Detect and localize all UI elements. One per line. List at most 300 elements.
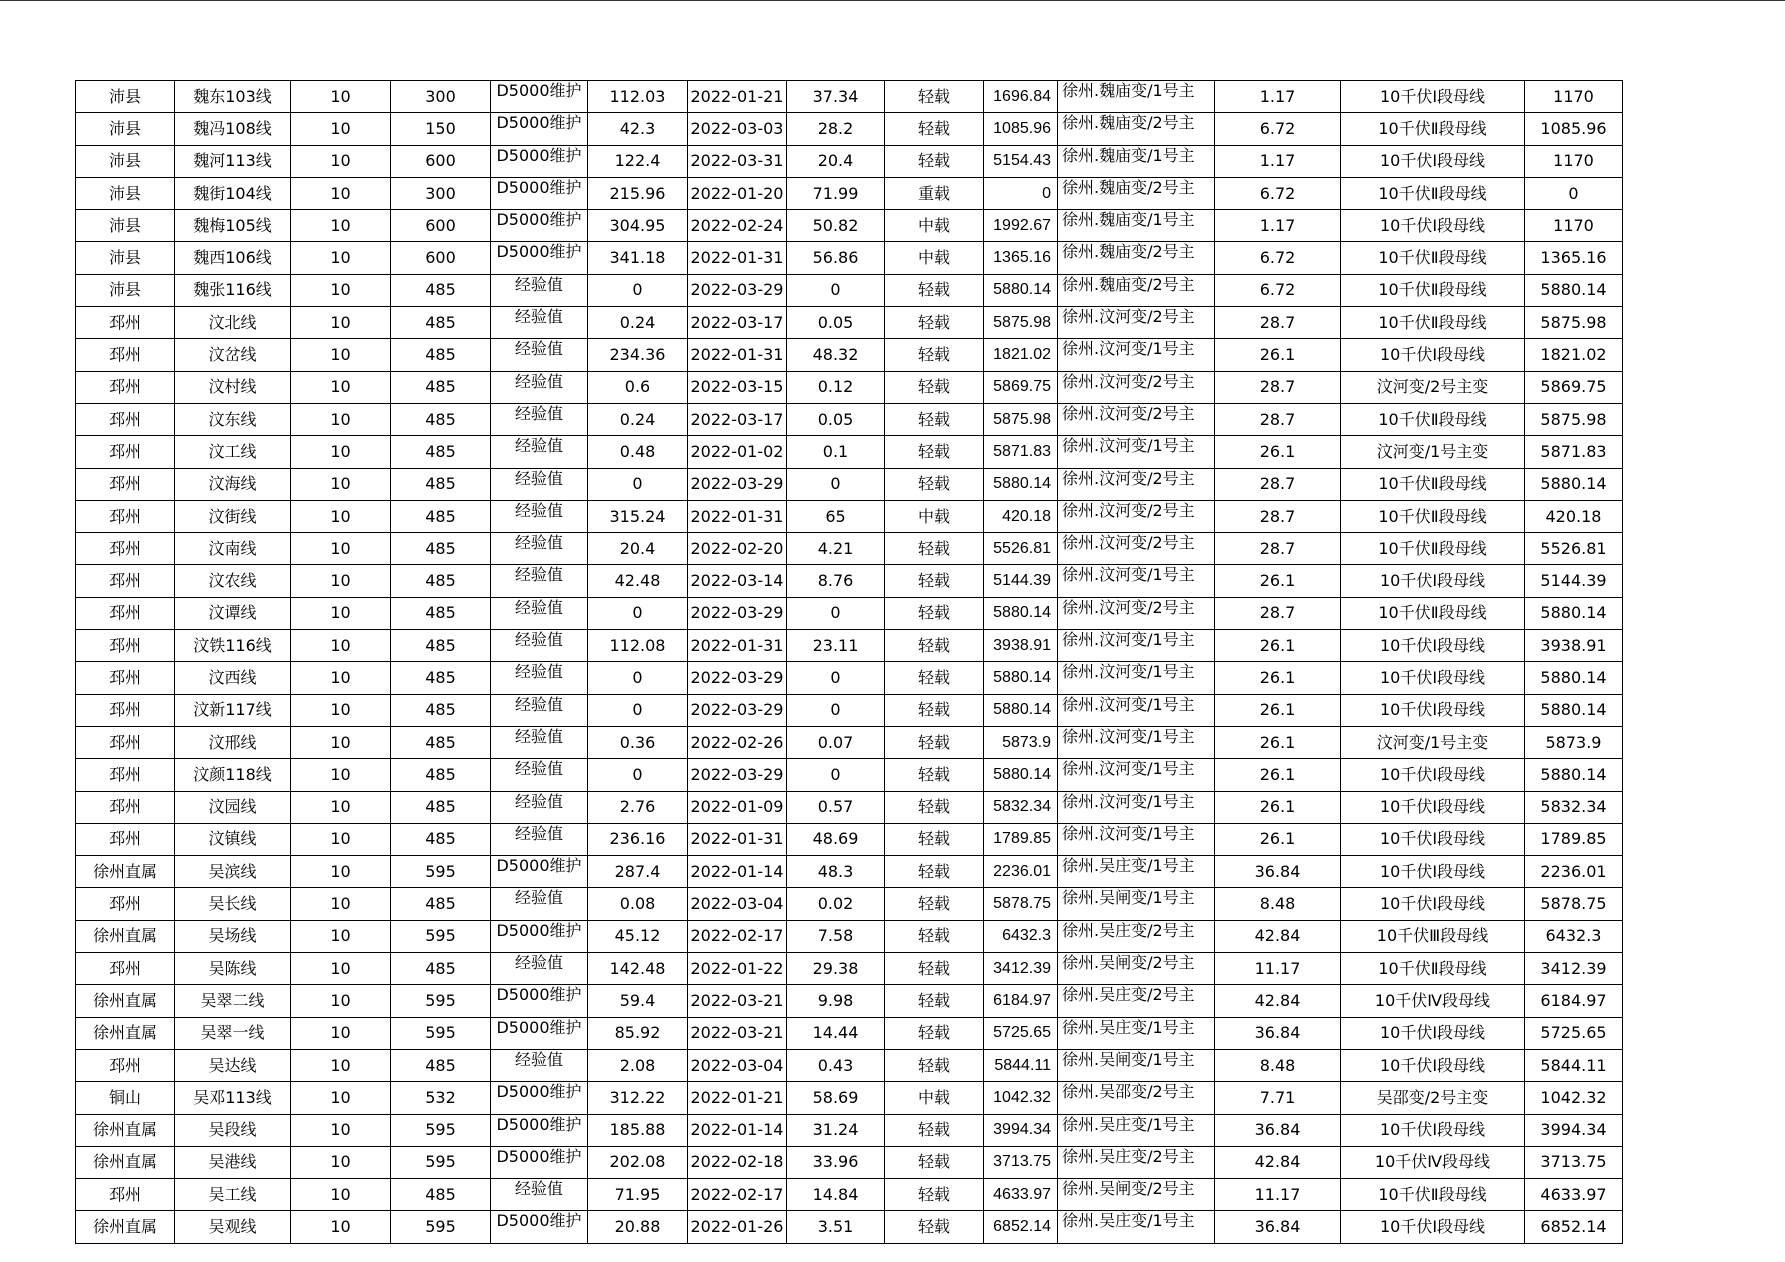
source-cell: D5000维护 — [491, 1082, 588, 1114]
transformer-cell: 徐州.魏庙变/1号主 — [1058, 145, 1215, 177]
load-status-cell: 轻载 — [885, 1179, 984, 1211]
date-cell: 2022-01-02 — [688, 436, 787, 468]
transformer-rate-cell: 1.17 — [1215, 210, 1341, 242]
voltage-cell: 10 — [291, 759, 391, 791]
bus-cell: 10千伏Ⅰ段母线 — [1341, 759, 1525, 791]
load-status-cell: 中载 — [885, 210, 984, 242]
available-cell: 5880.14 — [984, 597, 1058, 629]
load-cell: 0.24 — [588, 403, 688, 435]
line-name-cell: 魏街104线 — [175, 177, 291, 209]
capacity-cell: 485 — [391, 468, 491, 500]
date-cell: 2022-01-22 — [688, 953, 787, 985]
line-name-cell: 吴长线 — [175, 888, 291, 920]
county-cell: 邳州 — [76, 1179, 175, 1211]
transformer-rate-cell: 26.1 — [1215, 791, 1341, 823]
date-cell: 2022-03-29 — [688, 662, 787, 694]
available-cell: 5725.65 — [984, 1017, 1058, 1049]
bus-cell: 10千伏Ⅱ段母线 — [1341, 1179, 1525, 1211]
bus-cell: 10千伏Ⅰ段母线 — [1341, 1114, 1525, 1146]
load-rate-cell: 65 — [787, 500, 885, 532]
load-status-cell: 轻载 — [885, 1146, 984, 1178]
load-status-cell: 轻载 — [885, 953, 984, 985]
load-status-cell: 中载 — [885, 500, 984, 532]
load-rate-cell: 0.05 — [787, 403, 885, 435]
voltage-cell: 10 — [291, 630, 391, 662]
county-cell: 邳州 — [76, 1049, 175, 1081]
line-available-cell: 3994.34 — [1525, 1114, 1623, 1146]
table-row — [76, 823, 1623, 855]
available-cell: 5880.14 — [984, 662, 1058, 694]
capacity-cell: 300 — [391, 81, 491, 113]
load-status-cell: 轻载 — [885, 888, 984, 920]
voltage-cell: 10 — [291, 662, 391, 694]
transformer-rate-cell: 6.72 — [1215, 242, 1341, 274]
load-status-cell: 轻载 — [885, 985, 984, 1017]
transformer-cell: 徐州.汶河变/2号主 — [1058, 468, 1215, 500]
load-status-cell: 中载 — [885, 1082, 984, 1114]
date-cell: 2022-03-03 — [688, 113, 787, 145]
date-cell: 2022-03-29 — [688, 274, 787, 306]
capacity-cell: 485 — [391, 888, 491, 920]
capacity-cell: 485 — [391, 791, 491, 823]
source-cell: 经验值 — [491, 533, 588, 565]
county-cell: 邳州 — [76, 403, 175, 435]
available-cell: 2236.01 — [984, 856, 1058, 888]
line-name-cell: 汶西线 — [175, 662, 291, 694]
date-cell: 2022-01-14 — [688, 1114, 787, 1146]
transformer-rate-cell: 42.84 — [1215, 985, 1341, 1017]
source-cell: 经验值 — [491, 500, 588, 532]
source-cell: 经验值 — [491, 662, 588, 694]
county-cell: 徐州直属 — [76, 1017, 175, 1049]
transformer-rate-cell: 26.1 — [1215, 726, 1341, 758]
capacity-cell: 595 — [391, 1146, 491, 1178]
load-rate-cell: 14.84 — [787, 1179, 885, 1211]
source-cell: 经验值 — [491, 403, 588, 435]
date-cell: 2022-03-04 — [688, 888, 787, 920]
line-available-cell: 5869.75 — [1525, 371, 1623, 403]
county-cell: 沛县 — [76, 177, 175, 209]
load-cell: 122.4 — [588, 145, 688, 177]
line-name-cell: 魏梅105线 — [175, 210, 291, 242]
voltage-cell: 10 — [291, 1049, 391, 1081]
table-row — [76, 1017, 1623, 1049]
table-row — [76, 113, 1623, 145]
capacity-cell: 485 — [391, 953, 491, 985]
date-cell: 2022-01-31 — [688, 242, 787, 274]
transformer-rate-cell: 28.7 — [1215, 597, 1341, 629]
source-cell: 经验值 — [491, 274, 588, 306]
table-row — [76, 597, 1623, 629]
date-cell: 2022-01-21 — [688, 1082, 787, 1114]
line-available-cell: 3412.39 — [1525, 953, 1623, 985]
county-cell: 铜山 — [76, 1082, 175, 1114]
transformer-rate-cell: 28.7 — [1215, 500, 1341, 532]
load-status-cell: 轻载 — [885, 694, 984, 726]
line-available-cell: 5871.83 — [1525, 436, 1623, 468]
table-row — [76, 888, 1623, 920]
load-status-cell: 轻载 — [885, 307, 984, 339]
county-cell: 邳州 — [76, 533, 175, 565]
voltage-cell: 10 — [291, 694, 391, 726]
transformer-cell: 徐州.吴闸变/2号主 — [1058, 1179, 1215, 1211]
table-row — [76, 1179, 1623, 1211]
transformer-cell: 徐州.吴庄变/1号主 — [1058, 1017, 1215, 1049]
transformer-cell: 徐州.汶河变/1号主 — [1058, 630, 1215, 662]
load-cell: 315.24 — [588, 500, 688, 532]
county-cell: 邳州 — [76, 597, 175, 629]
voltage-cell: 10 — [291, 242, 391, 274]
source-cell: D5000维护 — [491, 113, 588, 145]
county-cell: 邳州 — [76, 468, 175, 500]
transformer-cell: 徐州.汶河变/1号主 — [1058, 759, 1215, 791]
capacity-cell: 485 — [391, 630, 491, 662]
voltage-cell: 10 — [291, 210, 391, 242]
transformer-cell: 徐州.吴庄变/2号主 — [1058, 985, 1215, 1017]
load-cell: 0.08 — [588, 888, 688, 920]
line-available-cell: 5880.14 — [1525, 694, 1623, 726]
transformer-rate-cell: 1.17 — [1215, 81, 1341, 113]
line-available-cell: 6852.14 — [1525, 1211, 1623, 1243]
transformer-cell: 徐州.吴邵变/2号主 — [1058, 1082, 1215, 1114]
load-status-cell: 轻载 — [885, 856, 984, 888]
table-row — [76, 662, 1623, 694]
load-cell: 304.95 — [588, 210, 688, 242]
bus-cell: 汶河变/2号主变 — [1341, 371, 1525, 403]
date-cell: 2022-03-17 — [688, 307, 787, 339]
date-cell: 2022-01-31 — [688, 339, 787, 371]
table-row — [76, 81, 1623, 113]
line-name-cell: 汶海线 — [175, 468, 291, 500]
load-rate-cell: 0.12 — [787, 371, 885, 403]
voltage-cell: 10 — [291, 985, 391, 1017]
date-cell: 2022-03-29 — [688, 597, 787, 629]
date-cell: 2022-03-21 — [688, 1017, 787, 1049]
county-cell: 邳州 — [76, 888, 175, 920]
load-cell: 0 — [588, 274, 688, 306]
county-cell: 邳州 — [76, 500, 175, 532]
date-cell: 2022-01-31 — [688, 823, 787, 855]
load-cell: 59.4 — [588, 985, 688, 1017]
date-cell: 2022-02-20 — [688, 533, 787, 565]
table-row — [76, 565, 1623, 597]
table-row — [76, 1082, 1623, 1114]
table-row — [76, 436, 1623, 468]
bus-cell: 10千伏Ⅰ段母线 — [1341, 630, 1525, 662]
county-cell: 邳州 — [76, 630, 175, 662]
transformer-rate-cell: 42.84 — [1215, 920, 1341, 952]
table-row — [76, 403, 1623, 435]
county-cell: 沛县 — [76, 145, 175, 177]
available-cell: 5880.14 — [984, 759, 1058, 791]
transformer-rate-cell: 11.17 — [1215, 1179, 1341, 1211]
transformer-rate-cell: 26.1 — [1215, 436, 1341, 468]
line-available-cell: 5144.39 — [1525, 565, 1623, 597]
source-cell: 经验值 — [491, 436, 588, 468]
date-cell: 2022-03-29 — [688, 468, 787, 500]
load-status-cell: 轻载 — [885, 339, 984, 371]
bus-cell: 10千伏Ⅰ段母线 — [1341, 823, 1525, 855]
voltage-cell: 10 — [291, 307, 391, 339]
source-cell: D5000维护 — [491, 242, 588, 274]
transformer-cell: 徐州.汶河变/2号主 — [1058, 403, 1215, 435]
transformer-rate-cell: 28.7 — [1215, 307, 1341, 339]
line-name-cell: 汶南线 — [175, 533, 291, 565]
line-name-cell: 汶东线 — [175, 403, 291, 435]
line-name-cell: 吴翠一线 — [175, 1017, 291, 1049]
capacity-cell: 600 — [391, 210, 491, 242]
source-cell: D5000维护 — [491, 1017, 588, 1049]
transformer-rate-cell: 42.84 — [1215, 1146, 1341, 1178]
load-status-cell: 轻载 — [885, 920, 984, 952]
bus-cell: 10千伏Ⅳ段母线 — [1341, 985, 1525, 1017]
load-rate-cell: 29.38 — [787, 953, 885, 985]
date-cell: 2022-02-17 — [688, 920, 787, 952]
table-row — [76, 274, 1623, 306]
transformer-cell: 徐州.汶河变/1号主 — [1058, 791, 1215, 823]
bus-cell: 10千伏Ⅱ段母线 — [1341, 533, 1525, 565]
load-status-cell: 轻载 — [885, 274, 984, 306]
bus-cell: 10千伏Ⅱ段母线 — [1341, 500, 1525, 532]
table-row — [76, 1211, 1623, 1243]
capacity-cell: 595 — [391, 1211, 491, 1243]
line-available-cell: 5878.75 — [1525, 888, 1623, 920]
line-name-cell: 汶颜118线 — [175, 759, 291, 791]
load-rate-cell: 0 — [787, 694, 885, 726]
county-cell: 邳州 — [76, 339, 175, 371]
transformer-cell: 徐州.汶河变/2号主 — [1058, 533, 1215, 565]
capacity-cell: 485 — [391, 500, 491, 532]
bus-cell: 10千伏Ⅱ段母线 — [1341, 597, 1525, 629]
load-cell: 42.3 — [588, 113, 688, 145]
source-cell: 经验值 — [491, 565, 588, 597]
load-rate-cell: 0 — [787, 274, 885, 306]
capacity-cell: 485 — [391, 759, 491, 791]
load-cell: 42.48 — [588, 565, 688, 597]
bus-cell: 吴邵变/2号主变 — [1341, 1082, 1525, 1114]
transformer-cell: 徐州.汶河变/1号主 — [1058, 436, 1215, 468]
transformer-cell: 徐州.魏庙变/1号主 — [1058, 81, 1215, 113]
source-cell: 经验值 — [491, 597, 588, 629]
voltage-cell: 10 — [291, 726, 391, 758]
transformer-cell: 徐州.吴闸变/1号主 — [1058, 888, 1215, 920]
line-available-cell: 5873.9 — [1525, 726, 1623, 758]
table-row — [76, 726, 1623, 758]
source-cell: 经验值 — [491, 823, 588, 855]
source-cell: D5000维护 — [491, 81, 588, 113]
line-available-cell: 5875.98 — [1525, 307, 1623, 339]
source-cell: 经验值 — [491, 953, 588, 985]
voltage-cell: 10 — [291, 274, 391, 306]
line-name-cell: 汶谭线 — [175, 597, 291, 629]
voltage-cell: 10 — [291, 953, 391, 985]
transformer-rate-cell: 26.1 — [1215, 339, 1341, 371]
transformer-cell: 徐州.吴庄变/2号主 — [1058, 920, 1215, 952]
load-rate-cell: 58.69 — [787, 1082, 885, 1114]
available-cell: 5871.83 — [984, 436, 1058, 468]
transformer-cell: 徐州.汶河变/1号主 — [1058, 726, 1215, 758]
load-status-cell: 轻载 — [885, 565, 984, 597]
load-status-cell: 轻载 — [885, 1114, 984, 1146]
transformer-rate-cell: 28.7 — [1215, 533, 1341, 565]
voltage-cell: 10 — [291, 1082, 391, 1114]
table-row — [76, 307, 1623, 339]
county-cell: 徐州直属 — [76, 985, 175, 1017]
transformer-rate-cell: 26.1 — [1215, 662, 1341, 694]
load-rate-cell: 28.2 — [787, 113, 885, 145]
line-available-cell: 1365.16 — [1525, 242, 1623, 274]
data-table — [75, 80, 1623, 1244]
transformer-rate-cell: 36.84 — [1215, 856, 1341, 888]
source-cell: 经验值 — [491, 759, 588, 791]
transformer-cell: 徐州.汶河变/2号主 — [1058, 597, 1215, 629]
capacity-cell: 485 — [391, 726, 491, 758]
line-available-cell: 6184.97 — [1525, 985, 1623, 1017]
load-rate-cell: 31.24 — [787, 1114, 885, 1146]
capacity-cell: 485 — [391, 436, 491, 468]
capacity-cell: 595 — [391, 985, 491, 1017]
capacity-cell: 300 — [391, 177, 491, 209]
line-available-cell: 5880.14 — [1525, 468, 1623, 500]
line-name-cell: 魏河113线 — [175, 145, 291, 177]
table-row — [76, 694, 1623, 726]
available-cell: 5144.39 — [984, 565, 1058, 597]
source-cell: D5000维护 — [491, 1114, 588, 1146]
available-cell: 1789.85 — [984, 823, 1058, 855]
county-cell: 徐州直属 — [76, 920, 175, 952]
transformer-rate-cell: 1.17 — [1215, 145, 1341, 177]
load-status-cell: 轻载 — [885, 1017, 984, 1049]
date-cell: 2022-02-17 — [688, 1179, 787, 1211]
load-rate-cell: 4.21 — [787, 533, 885, 565]
page-top-rule — [0, 0, 1785, 1]
line-name-cell: 吴港线 — [175, 1146, 291, 1178]
load-status-cell: 轻载 — [885, 630, 984, 662]
load-cell: 0 — [588, 759, 688, 791]
line-name-cell: 汶街线 — [175, 500, 291, 532]
date-cell: 2022-03-17 — [688, 403, 787, 435]
transformer-rate-cell: 28.7 — [1215, 403, 1341, 435]
transformer-cell: 徐州.汶河变/1号主 — [1058, 694, 1215, 726]
voltage-cell: 10 — [291, 371, 391, 403]
bus-cell: 汶河变/1号主变 — [1341, 436, 1525, 468]
capacity-cell: 485 — [391, 1049, 491, 1081]
source-cell: 经验值 — [491, 791, 588, 823]
load-cell: 0 — [588, 694, 688, 726]
load-rate-cell: 56.86 — [787, 242, 885, 274]
source-cell: D5000维护 — [491, 985, 588, 1017]
voltage-cell: 10 — [291, 565, 391, 597]
load-rate-cell: 20.4 — [787, 145, 885, 177]
transformer-cell: 徐州.吴闸变/2号主 — [1058, 953, 1215, 985]
line-available-cell: 1821.02 — [1525, 339, 1623, 371]
voltage-cell: 10 — [291, 500, 391, 532]
county-cell: 邳州 — [76, 662, 175, 694]
source-cell: 经验值 — [491, 1179, 588, 1211]
load-cell: 2.76 — [588, 791, 688, 823]
line-name-cell: 魏东103线 — [175, 81, 291, 113]
county-cell: 邳州 — [76, 436, 175, 468]
transformer-rate-cell: 26.1 — [1215, 694, 1341, 726]
table-row — [76, 242, 1623, 274]
line-available-cell: 1170 — [1525, 145, 1623, 177]
transformer-rate-cell: 36.84 — [1215, 1114, 1341, 1146]
transformer-cell: 徐州.魏庙变/2号主 — [1058, 242, 1215, 274]
available-cell: 1085.96 — [984, 113, 1058, 145]
bus-cell: 10千伏Ⅳ段母线 — [1341, 1146, 1525, 1178]
voltage-cell: 10 — [291, 1179, 391, 1211]
available-cell: 6432.3 — [984, 920, 1058, 952]
capacity-cell: 485 — [391, 662, 491, 694]
voltage-cell: 10 — [291, 177, 391, 209]
load-status-cell: 轻载 — [885, 533, 984, 565]
voltage-cell: 10 — [291, 1017, 391, 1049]
capacity-cell: 595 — [391, 920, 491, 952]
voltage-cell: 10 — [291, 436, 391, 468]
table-row — [76, 145, 1623, 177]
load-cell: 236.16 — [588, 823, 688, 855]
load-cell: 20.4 — [588, 533, 688, 565]
transformer-rate-cell: 6.72 — [1215, 113, 1341, 145]
table-row — [76, 1146, 1623, 1178]
source-cell: D5000维护 — [491, 1211, 588, 1243]
load-cell: 0.6 — [588, 371, 688, 403]
line-available-cell: 5880.14 — [1525, 759, 1623, 791]
capacity-cell: 485 — [391, 694, 491, 726]
date-cell: 2022-01-26 — [688, 1211, 787, 1243]
table-row — [76, 759, 1623, 791]
load-status-cell: 中载 — [885, 242, 984, 274]
voltage-cell: 10 — [291, 339, 391, 371]
transformer-cell: 徐州.汶河变/1号主 — [1058, 662, 1215, 694]
transformer-rate-cell: 8.48 — [1215, 888, 1341, 920]
table-row — [76, 920, 1623, 952]
table-row — [76, 533, 1623, 565]
bus-cell: 10千伏Ⅰ段母线 — [1341, 81, 1525, 113]
line-available-cell: 5832.34 — [1525, 791, 1623, 823]
capacity-cell: 150 — [391, 113, 491, 145]
load-rate-cell: 48.69 — [787, 823, 885, 855]
capacity-cell: 485 — [391, 823, 491, 855]
source-cell: D5000维护 — [491, 920, 588, 952]
transformer-cell: 徐州.汶河变/1号主 — [1058, 565, 1215, 597]
line-name-cell: 汶农线 — [175, 565, 291, 597]
county-cell: 沛县 — [76, 113, 175, 145]
load-status-cell: 轻载 — [885, 1049, 984, 1081]
table-row — [76, 985, 1623, 1017]
available-cell: 3994.34 — [984, 1114, 1058, 1146]
transformer-rate-cell: 26.1 — [1215, 823, 1341, 855]
date-cell: 2022-03-29 — [688, 759, 787, 791]
transformer-rate-cell: 36.84 — [1215, 1211, 1341, 1243]
load-status-cell: 轻载 — [885, 81, 984, 113]
voltage-cell: 10 — [291, 1114, 391, 1146]
bus-cell: 10千伏Ⅱ段母线 — [1341, 177, 1525, 209]
line-available-cell: 5875.98 — [1525, 403, 1623, 435]
load-cell: 20.88 — [588, 1211, 688, 1243]
date-cell: 2022-01-31 — [688, 500, 787, 532]
county-cell: 徐州直属 — [76, 1211, 175, 1243]
available-cell: 6852.14 — [984, 1211, 1058, 1243]
line-name-cell: 汶园线 — [175, 791, 291, 823]
source-cell: D5000维护 — [491, 177, 588, 209]
source-cell: 经验值 — [491, 371, 588, 403]
load-rate-cell: 7.58 — [787, 920, 885, 952]
capacity-cell: 600 — [391, 242, 491, 274]
load-cell: 0 — [588, 468, 688, 500]
available-cell: 5875.98 — [984, 307, 1058, 339]
transformer-rate-cell: 7.71 — [1215, 1082, 1341, 1114]
